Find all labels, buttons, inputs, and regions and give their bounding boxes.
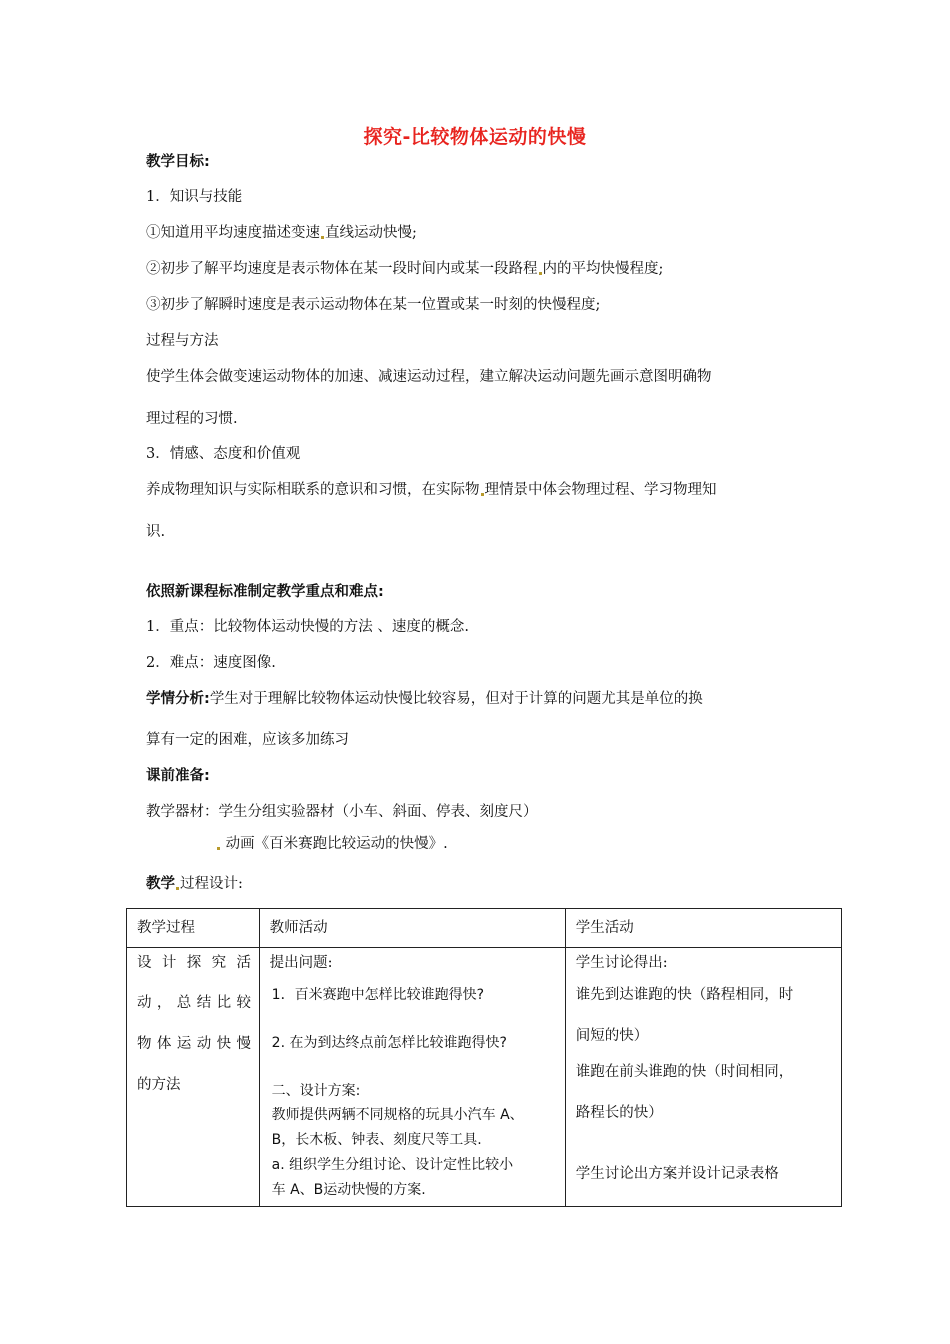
keypoint-2: 2．难点：速度图像. [146, 655, 276, 671]
table-row [127, 948, 842, 1207]
goal-values-text-1: 养成物理知识与实际相联系的意识和习惯，在实际物 理情景中体会物理过程、学习物理知 [146, 482, 717, 498]
design-heading: 教学 过程设计: [146, 876, 243, 892]
mark-dot [481, 493, 484, 496]
header-cell-teacher: 教师活动 [259, 909, 565, 948]
prep-heading: 课前准备: [146, 768, 210, 784]
goal-knowledge-heading: 1．知识与技能 [146, 189, 243, 205]
goal-values-heading: 3．情感、态度和价值观 [146, 446, 301, 462]
cell-teacher: 提出问题: 1．百米赛跑中怎样比较谁跑得快? 2. 在为到达终点前怎样比较谁跑得快? 二、设计方案: 教师提供两辆不同规格的玩具小汽车 A、 B，长木板、钟表、刻度尺等工具. a. 组织学生分组讨论、设计定性比较小 车 A、B运动快慢的方案. [259, 948, 565, 1207]
cell-process: 设 计 探 究 活 动，总结比较 物体运动快慢 的方法 [127, 948, 260, 1207]
goal-knowledge-item-2: ②初步了解平均速度是表示物体在某一段时间内或某一段路程 内的平均快慢程度; [146, 261, 664, 277]
prep-line-1: 教学器材：学生分组实验器材（小车、斜面、停表、刻度尺） [146, 804, 538, 820]
goal-process-text-1: 使学生体会做变速运动物体的加速、减速运动过程，建立解决运动问题先画示意图明确物 [146, 369, 712, 385]
analysis-line-2: 算有一定的困难，应该多加练习 [146, 732, 349, 748]
analysis-line-1: 学情分析:学生对于理解比较物体运动快慢比较容易，但对于计算的问题尤其是单位的换 [146, 691, 703, 707]
goal-values-text-2: 识. [146, 524, 166, 540]
goals-heading: 教学目标: [146, 154, 210, 170]
goal-process-heading: 过程与方法 [146, 333, 219, 349]
goal-process-text-2: 理过程的习惯. [146, 411, 238, 427]
header-cell-process: 教学过程 [127, 909, 260, 948]
mark-dot [217, 847, 220, 850]
keypoint-1: 1．重点：比较物体运动快慢的方法 、速度的概念. [146, 619, 469, 635]
keypoints-heading: 依照新课程标准制定教学重点和难点: [146, 584, 384, 600]
prep-line-2: 动画《百米赛跑比较运动的快慢》. [216, 837, 448, 852]
goal-knowledge-item-1: ①知道用平均速度描述变速 直线运动快慢; [146, 225, 417, 241]
cell-student: 学生讨论得出: 谁先到达谁跑的快（路程相同，时 间短的快） 谁跑在前头谁跑的快（时间相同， 路程长的快） 学生讨论出方案并设计记录表格 [565, 948, 841, 1207]
analysis-label: 学情分析: [146, 691, 210, 707]
mark-dot [539, 272, 542, 275]
mark-dot [321, 236, 324, 239]
goal-knowledge-item-3: ③初步了解瞬时速度是表示运动物体在某一位置或某一时刻的快慢程度; [146, 297, 601, 313]
process-table [126, 908, 842, 1207]
table-header-row [127, 909, 842, 948]
mark-dot [176, 887, 179, 890]
header-cell-student: 学生活动 [565, 909, 841, 948]
page-title: 探究-比较物体运动的快慢 [363, 126, 587, 148]
